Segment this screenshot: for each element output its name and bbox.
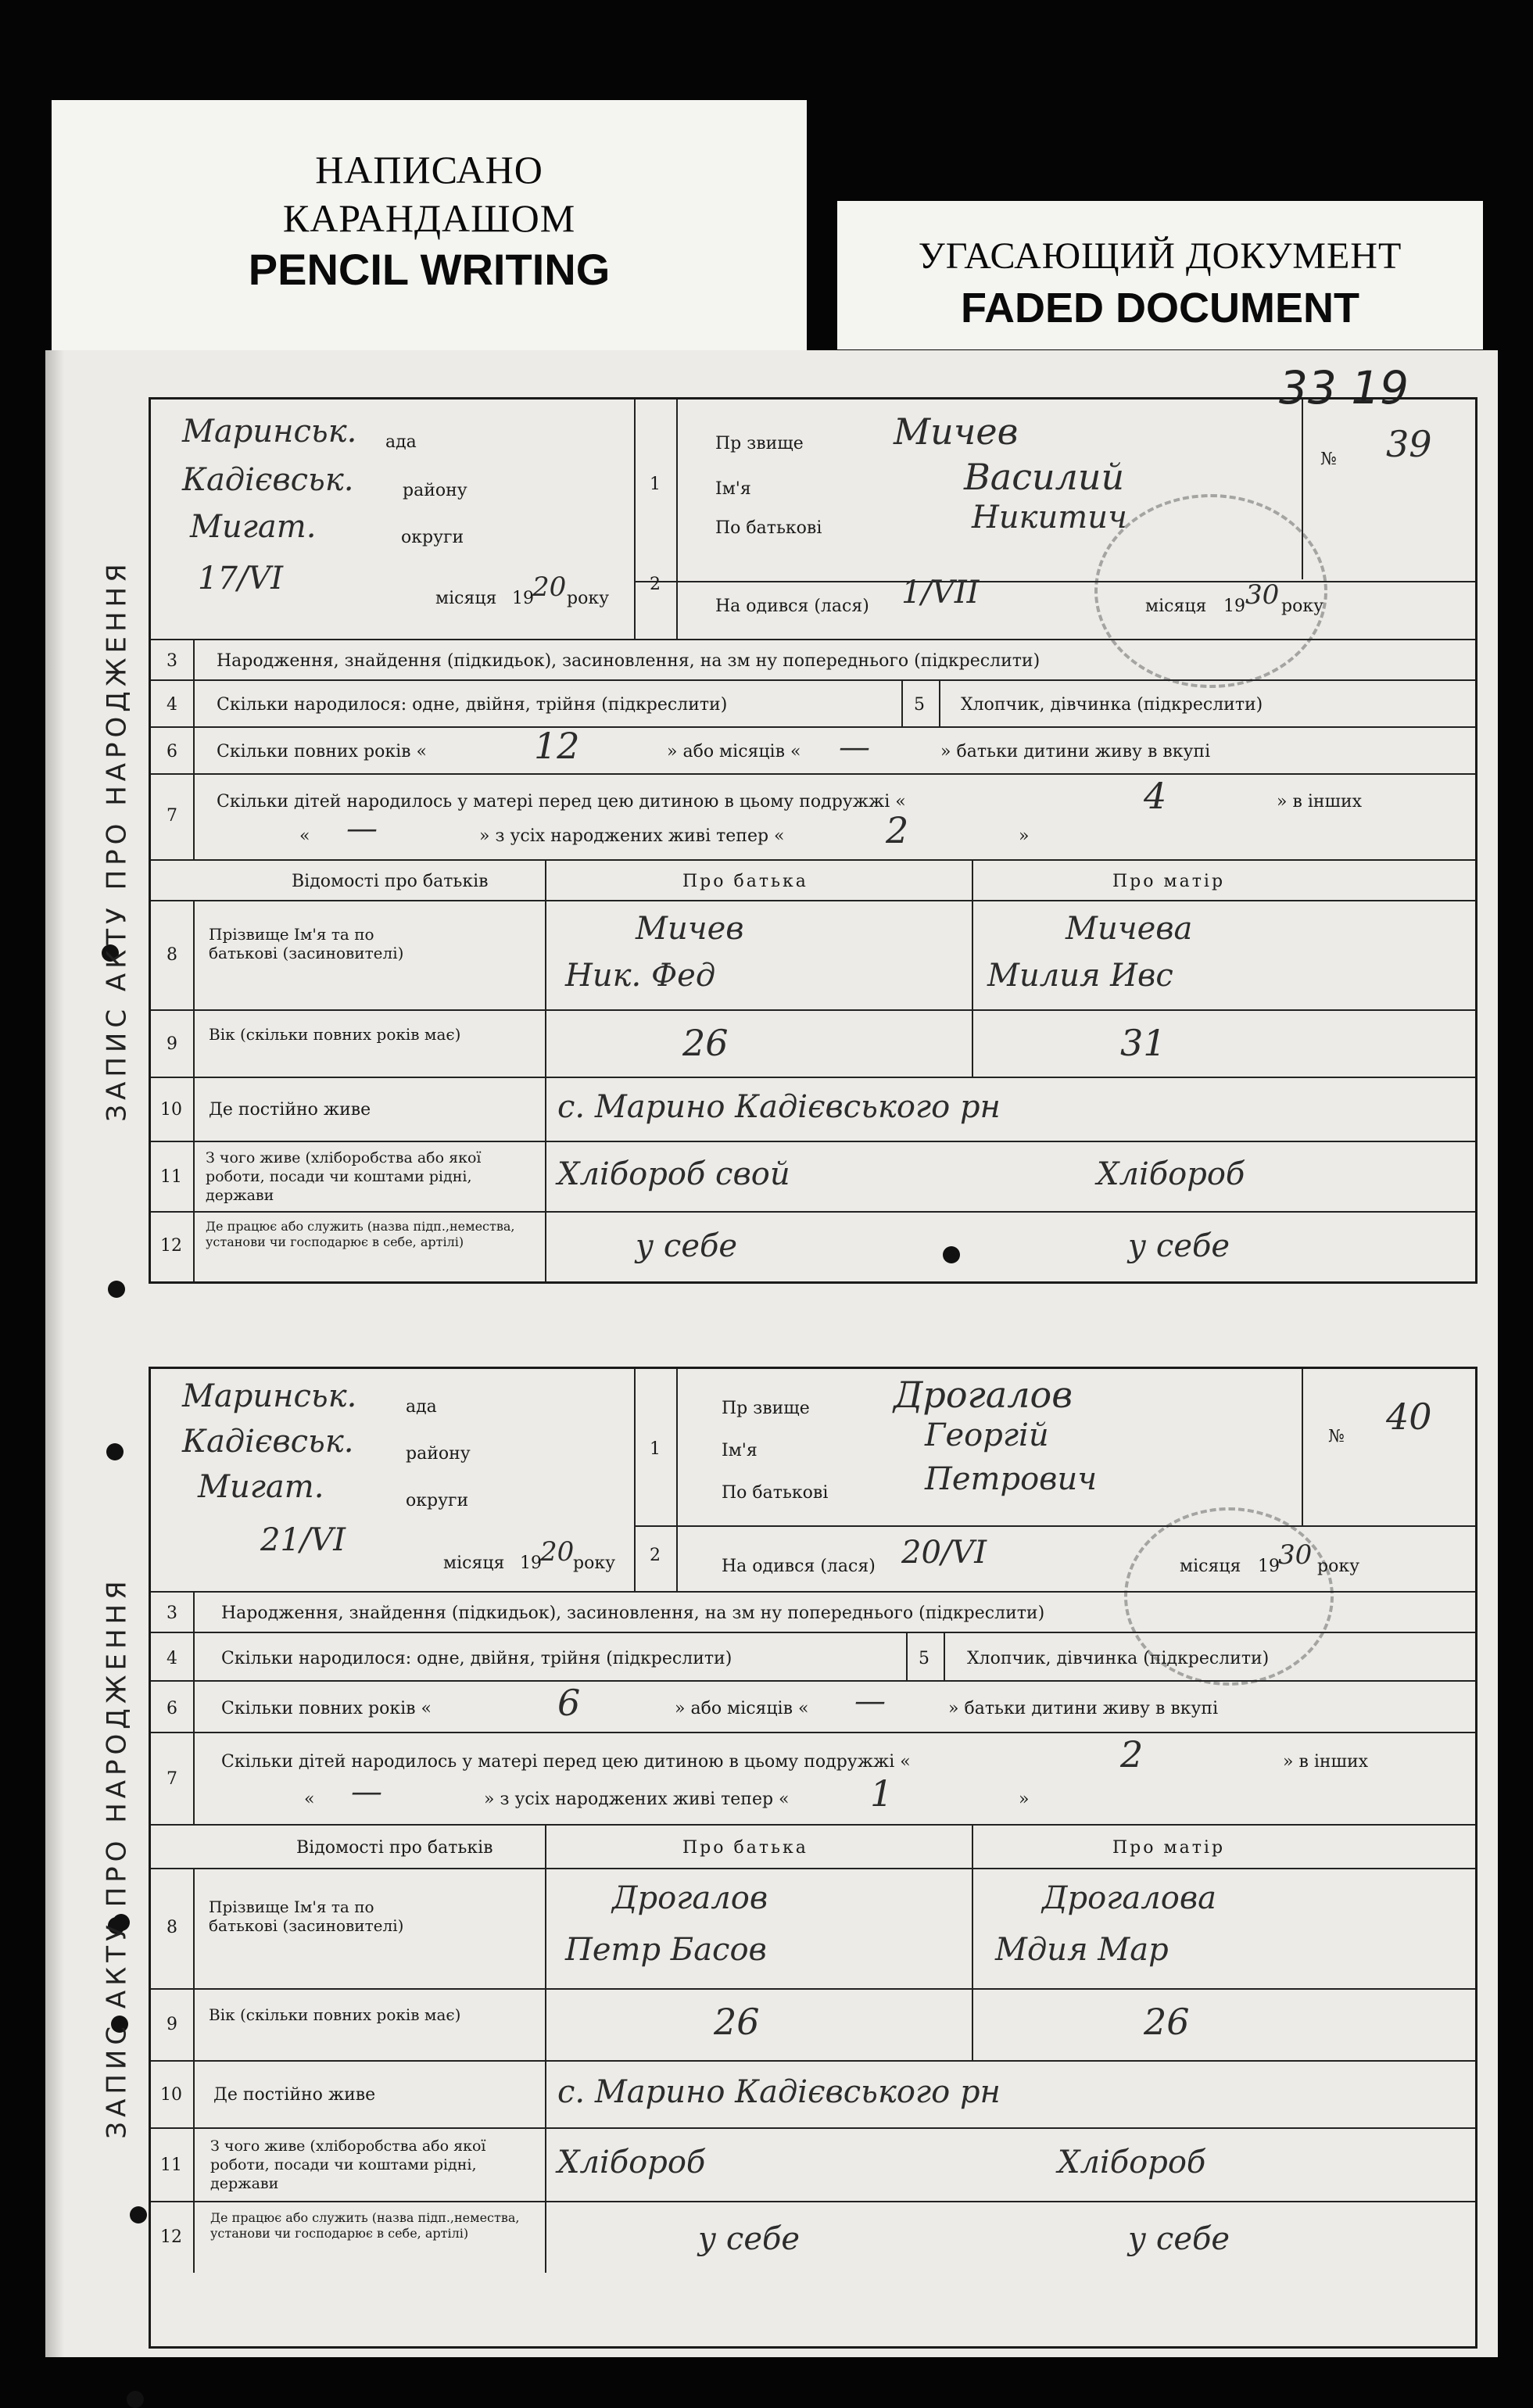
row-12 [151,2201,1475,2273]
row-number: 5 [914,695,925,715]
row-7-text-a: Скільки дітей народилось у матері перед цею дитиною в цьому подружжі « [217,792,906,812]
married-day: 20/VI [901,1535,987,1571]
day-value: 17/VI [198,561,284,597]
divider [545,2129,546,2202]
row-6-text-a: Скільки повних років « [217,742,427,761]
patronymic-value: Никитич [972,500,1127,536]
parents-header [151,1824,1475,1869]
day-value: 21/VI [260,1522,346,1558]
row-number: 6 [167,742,177,761]
row-number: 7 [167,806,177,826]
divider [193,2129,195,2202]
married-month-label: місяця [1145,597,1207,616]
patronymic-label: По батькові [722,1483,829,1503]
parents-header [151,859,1475,901]
name-value: Георгій [925,1417,1049,1453]
patronymic-label: По батькові [715,518,822,538]
divider [634,581,1475,582]
row-10 [151,1077,1475,1142]
row-number: 4 [167,1649,177,1668]
married-year-value: 30 [1278,1539,1313,1571]
divider [972,1990,973,2062]
row-number: 10 [160,2085,182,2105]
faded-card-ru: УГАСАЮЩИЙ ДОКУМЕНТ [918,235,1402,277]
divider [193,1213,195,1281]
pencil-writing-card [52,100,807,350]
side-title: ЗАПИС АКТУ ПРО НАРОДЖЕННЯ [102,559,134,1122]
row-number: 10 [160,1100,182,1120]
row-7-text-c: « [304,1790,315,1809]
folio-number: 33 19 [1279,361,1409,414]
divider [193,2062,195,2129]
divider [193,1078,195,1142]
married-year-prefix: 19 [1223,597,1245,616]
row-number: 7 [167,1769,177,1789]
row-7-text-c: « [299,826,310,846]
father-name: Петр Басов [565,1932,767,1968]
divider [193,681,195,728]
divider [1302,400,1303,579]
row-number: 12 [160,2227,182,2247]
row-number: 8 [167,1918,177,1937]
father-surname: Мичев [636,911,744,947]
number-label: № [1320,450,1337,469]
married-label: На одився (лася) [715,597,869,616]
record-number: 40 [1386,1396,1432,1438]
divider [193,1733,195,1826]
mother-age: 26 [1144,2001,1190,2043]
row-number: 6 [167,1699,177,1718]
parents-header-label: Відомості про батьків [292,872,489,891]
faded-document-card [837,201,1483,349]
row-8-text: Прізвище Ім'я та по батькові (засиновителі) [209,925,404,962]
row-8 [151,900,1475,1011]
residence: с. Маринo Кадієвського рн [557,1089,1001,1125]
years-together: 12 [534,725,580,767]
rada-label: ада [385,432,417,452]
birth-record-2 [102,1367,1477,2349]
year-prefix: 19 [512,589,534,608]
divider [193,1142,195,1213]
rada-label: ада [406,1397,437,1417]
mother-work: у себе [1128,1228,1230,1264]
row-7 [151,773,1475,861]
row-number: 3 [167,651,177,671]
children-before: 2 [1120,1733,1144,1776]
father-occupation: Хлібороб [557,2145,706,2180]
row-4-text: Скільки народилося: одне, двійня, трійня (підкреслити) [217,695,728,715]
raion-value: Кадієвськ. [182,1424,354,1460]
year-prefix: 19 [520,1553,542,1573]
divider [193,901,195,1011]
children-other: — [351,1774,382,1810]
divider [545,1869,546,1990]
birth-record-1 [102,397,1477,1284]
mother-surname: Дрогалова [1042,1880,1216,1916]
number-label: № [1328,1427,1345,1446]
row-6-text-c: » батьки дитини живу в вкупі [948,1699,1219,1718]
row-number: 3 [167,1604,177,1623]
name-value: Василий [964,456,1125,498]
row-4-text: Скільки народилося: одне, двійня, трійня (підкреслити) [221,1649,732,1668]
row-7 [151,1732,1475,1826]
father-name: Ник. Фед [565,958,716,994]
father-header: Про батька [682,1838,808,1858]
mother-occupation: Хлібороб [1058,2145,1206,2180]
okrugy-value: Мигат. [198,1469,324,1505]
row-number: 9 [167,1034,177,1054]
row-4 [151,1632,1475,1682]
divider [545,1142,546,1213]
month-label: місяця [443,1553,505,1573]
father-work: у себе [636,1228,738,1264]
row-6-text-b: » або місяців « [667,742,801,761]
row-7-text-b: » в інших [1283,1752,1369,1772]
rada-value: Маринськ. [182,1378,357,1414]
raion-value: Кадієвськ. [182,462,354,498]
row-6-text-a: Скільки повних років « [221,1699,432,1718]
divider [193,1990,195,2062]
row-8-text: Прізвище Ім'я та по батькові (засиновителі) [209,1897,404,1935]
row-11 [151,2127,1475,2202]
surname-value: Мичев [894,410,1019,453]
year-value: 20 [540,1536,575,1568]
row-7-text-d: » з усіх народжених живі тепер « [479,826,785,846]
divider [193,1682,195,1733]
divider [972,1826,973,1869]
surname-value: Дрогалов [894,1374,1073,1416]
row-11-text: З чого живе (хліборобства або якої роботи, посади чи коштами рідні, держави [206,1149,482,1204]
okrugy-label: округи [406,1491,469,1510]
divider [193,728,195,775]
row-9 [151,1009,1475,1078]
divider [676,400,678,639]
row-3-text: Народження, знайдення (підкидьок), засиновлення, на зм ну попереднього (підкреслити) [217,651,1041,671]
row-4 [151,679,1475,728]
divider [545,1826,546,1869]
divider [545,861,546,901]
year-value: 20 [532,572,567,603]
residence: с. Маринo Кадієвського рн [557,2074,1001,2110]
divider [676,1369,678,1591]
row-number: 4 [167,695,177,715]
divider [545,1011,546,1078]
row-9-text: Вік (скільки повних років має) [209,2005,461,2024]
mother-surname: Мичева [1066,911,1193,947]
month-label: місяця [435,589,497,608]
mother-occupation: Хлібороб [1097,1156,1245,1192]
divider [972,1869,973,1990]
okrugy-value: Мигат. [190,509,317,545]
paper-edge [45,350,64,2357]
row-number: 11 [160,2155,182,2175]
father-work: у себе [698,2221,801,2257]
divider [193,775,195,861]
married-year-label: року [1317,1557,1360,1576]
alive-now: 1 [870,1772,894,1815]
divider [545,1990,546,2062]
row-12-text: Де працює або служить (назва підп.,немества, установи чи господарює в себе, артілі) [206,1219,515,1249]
pencil-card-ru-line1: НАПИСАНО [315,148,543,192]
row-3 [151,639,1475,681]
father-occupation: Хлібороб свой [557,1156,790,1192]
married-month-label: місяця [1180,1557,1241,1576]
row-number: 2 [650,575,661,594]
divider [634,1369,636,1591]
divider [193,2202,195,2273]
divider [906,1633,908,1682]
row-3 [151,1591,1475,1633]
mother-name: Милия Ивс [987,958,1173,994]
year-label: року [573,1553,616,1573]
children-other: — [346,811,378,847]
name-label: Ім'я [715,479,751,499]
married-year-prefix: 19 [1258,1557,1280,1576]
raion-label: району [406,1444,471,1464]
row-number: 1 [650,475,661,494]
father-header: Про батька [682,872,808,891]
row-12 [151,1211,1475,1281]
name-label: Ім'я [722,1441,758,1460]
row-number: 12 [160,1236,182,1256]
year-label: року [567,589,610,608]
row-number: 1 [650,1439,661,1459]
row-6 [151,1680,1475,1733]
divider [944,1633,945,1682]
row-10 [151,2060,1475,2129]
mother-header: Про матір [1112,872,1226,891]
row-3-text: Народження, знайдення (підкидьок), засиновлення, на зм ну попереднього (підкреслити) [221,1604,1045,1623]
surname-label: Пр звище [722,1399,810,1418]
row-6-text-c: » батьки дитини живу в вкупі [940,742,1211,761]
divider [545,2062,546,2129]
married-year-label: року [1281,597,1324,616]
binder-hole [127,2391,144,2408]
divider [193,1633,195,1682]
row-11 [151,1141,1475,1213]
row-11-text: З чого живе (хліборобства або якої роботи, посади чи коштами рідні, держави [210,2137,486,2192]
divider [545,901,546,1011]
row-12-text: Де працює або служить (назва підп.,немества, установи чи господарює в себе, артілі) [210,2210,520,2241]
row-number: 11 [160,1167,182,1187]
divider [901,681,903,728]
row-7-text-e: » [1019,1790,1030,1809]
children-before: 4 [1144,775,1167,817]
row-number: 8 [167,945,177,965]
faded-card-en: FADED DOCUMENT [961,285,1359,331]
row-8 [151,1868,1475,1990]
married-label: На одився (лася) [722,1557,876,1576]
months-together: — [854,1683,886,1719]
divider [545,2202,546,2273]
mother-age: 31 [1120,1022,1166,1064]
row-10-text: Де постійно живе [213,2085,376,2105]
row-number: 5 [919,1649,929,1668]
raion-label: району [403,481,467,500]
divider [634,1525,1475,1527]
divider [1302,1369,1303,1525]
row-number: 2 [650,1546,661,1565]
divider [193,1869,195,1990]
mother-name: Мдия Мар [995,1932,1169,1968]
divider [193,1593,195,1633]
father-age: 26 [682,1022,729,1064]
okrugy-label: округи [401,528,464,547]
record-number: 39 [1386,423,1432,465]
row-10-text: Де постійно живе [209,1100,371,1120]
patronymic-value: Петрович [925,1461,1098,1497]
divider [634,400,636,639]
alive-now: 2 [886,809,909,851]
divider [545,1078,546,1142]
rada-value: Маринськ. [182,414,357,450]
divider [972,861,973,901]
row-7-text-e: » [1019,826,1030,846]
row-6-text-b: » або місяців « [675,1699,809,1718]
pencil-card-ru-line2: КАРАНДАШОМ [282,196,576,240]
mother-work: у себе [1128,2221,1230,2257]
divider [972,901,973,1011]
divider [193,1011,195,1078]
row-number: 9 [167,2015,177,2034]
binder-hole [108,1281,125,1298]
surname-label: Пр звище [715,434,804,453]
row-7-text-a: Скільки дітей народилось у матері перед цею дитиною в цьому подружжі « [221,1752,911,1772]
months-together: — [839,729,870,765]
father-surname: Дрогалов [612,1880,768,1916]
pencil-card-en: PENCIL WRITING [248,245,611,294]
father-age: 26 [714,2001,760,2043]
divider [545,1213,546,1281]
row-5-text: Хлопчик, дівчинка (підкреслити) [967,1649,1270,1668]
divider [972,1011,973,1078]
married-year-value: 30 [1245,579,1280,611]
row-6 [151,726,1475,775]
divider [939,681,940,728]
row-9-text: Вік (скільки повних років має) [209,1025,461,1044]
row-7-text-b: » в інших [1277,792,1363,812]
divider [193,640,195,681]
row-9 [151,1988,1475,2062]
married-day: 1/VII [901,575,980,611]
row-7-text-d: » з усіх народжених живі тепер « [484,1790,790,1809]
row-5-text: Хлопчик, дівчинка (підкреслити) [961,695,1263,715]
years-together: 6 [557,1682,581,1724]
side-title: ЗАПИС АКТУ ПРО НАРОДЖЕННЯ [102,1576,134,2139]
mother-header: Про матір [1112,1838,1226,1858]
parents-header-label: Відомості про батьків [296,1838,493,1858]
